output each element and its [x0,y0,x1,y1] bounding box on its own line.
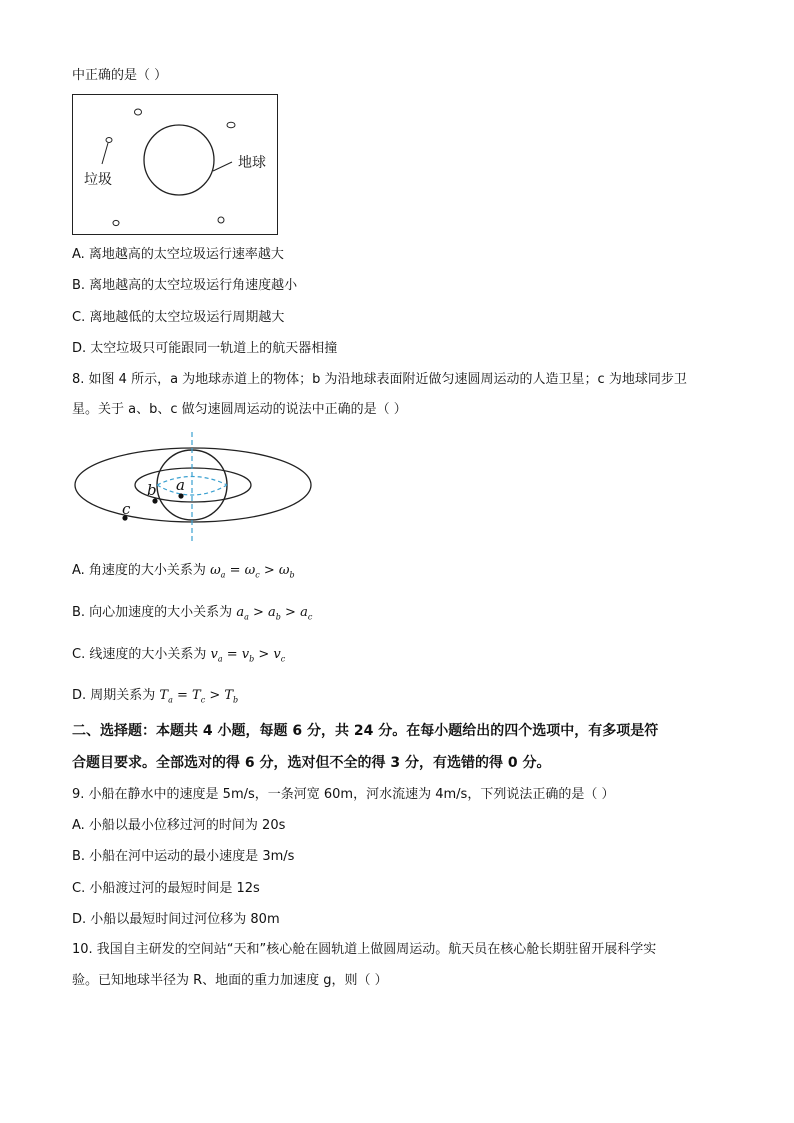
q8-option-b-formula: $a_a > a_b > a_c$ [236,605,313,622]
label-b: b [147,481,157,499]
q8-option-d [72,688,238,709]
label-c: c [122,500,131,518]
q8-stem-line2: 星。关于 a、b、c 做匀速圆周运动的说法中正确的是（ ） [72,402,407,417]
point-a [178,493,183,498]
q8-option-d-text: D. 周期关系为 [72,688,160,703]
q8-option-c [72,647,285,668]
orbit-c [75,448,311,522]
debris-mark [106,138,112,143]
debris-mark [218,217,224,223]
point-b [152,498,157,503]
q8-option-a [72,563,295,584]
orbit-figure [72,430,314,544]
q9-option-a: A. 小船以最小位移过河的时间为 20s [72,818,286,833]
q8-option-c-text: C. 线速度的大小关系为 [72,647,211,662]
q7-option-c: C. 离地越低的太空垃圾运行周期越大 [72,310,285,325]
section2-line2: 合题目要求。全部选对的得 6 分，选对但不全的得 3 分，有选错的得 0 分。 [72,755,551,771]
q10-stem-line2: 验。已知地球半径为 R、地面的重力加速度 g，则（ ） [72,973,388,988]
debris-mark [113,220,119,225]
label-a: a [176,476,185,494]
earth-label: 地球 [238,155,266,171]
earth-circle [144,125,214,195]
q8-option-b-text: B. 向心加速度的大小关系为 [72,605,237,620]
q8-option-b [72,605,312,626]
q9-option-d: D. 小船以最短时间过河位移为 80m [72,912,280,927]
section2-line1: 二、选择题：本题共 4 小题，每题 6 分，共 24 分。在每小题给出的四个选项中，有多项是符 [72,723,659,739]
q8-option-d-formula: $T_a = T_c > T_b$ [159,688,239,705]
debris-label: 垃圾 [84,172,112,188]
q7-stem: 中正确的是（ ） [72,68,168,83]
q7-option-a: A. 离地越高的太空垃圾运行速率越大 [72,247,284,262]
q7-option-b: B. 离地越高的太空垃圾运行角速度越小 [72,278,298,293]
q8-stem-line1: 8. 如图 4 所示，a 为地球赤道上的物体；b 为沿地球表面附近做匀速圆周运动的人造卫星；c 为地球同步卫 [72,372,687,387]
q8-option-c-formula: $v_a = v_b > v_c$ [210,647,286,664]
q9-option-c: C. 小船渡过河的最短时间是 12s [72,881,260,896]
q9-option-b: B. 小船在河中运动的最小速度是 3m/s [72,849,295,864]
q10-stem-line1: 10. 我国自主研发的空间站“天和”核心舱在圆轨道上做圆周运动。航天员在核心舱长期驻留开展科学实 [72,942,657,957]
q7-option-d: D. 太空垃圾只可能跟同一轨道上的航天器相撞 [72,341,338,356]
q8-option-a-text: A. 角速度的大小关系为 [72,563,211,578]
debris-mark [135,109,142,115]
space-debris-figure [72,94,280,236]
q8-option-a-formula: $\omega_a = \omega_c > \omega_b$ [210,563,295,580]
debris-mark [227,122,235,128]
q9-stem: 9. 小船在静水中的速度是 5m/s，一条河宽 60m，河水流速为 4m/s，下列说法正确的是（ ） [72,787,615,802]
